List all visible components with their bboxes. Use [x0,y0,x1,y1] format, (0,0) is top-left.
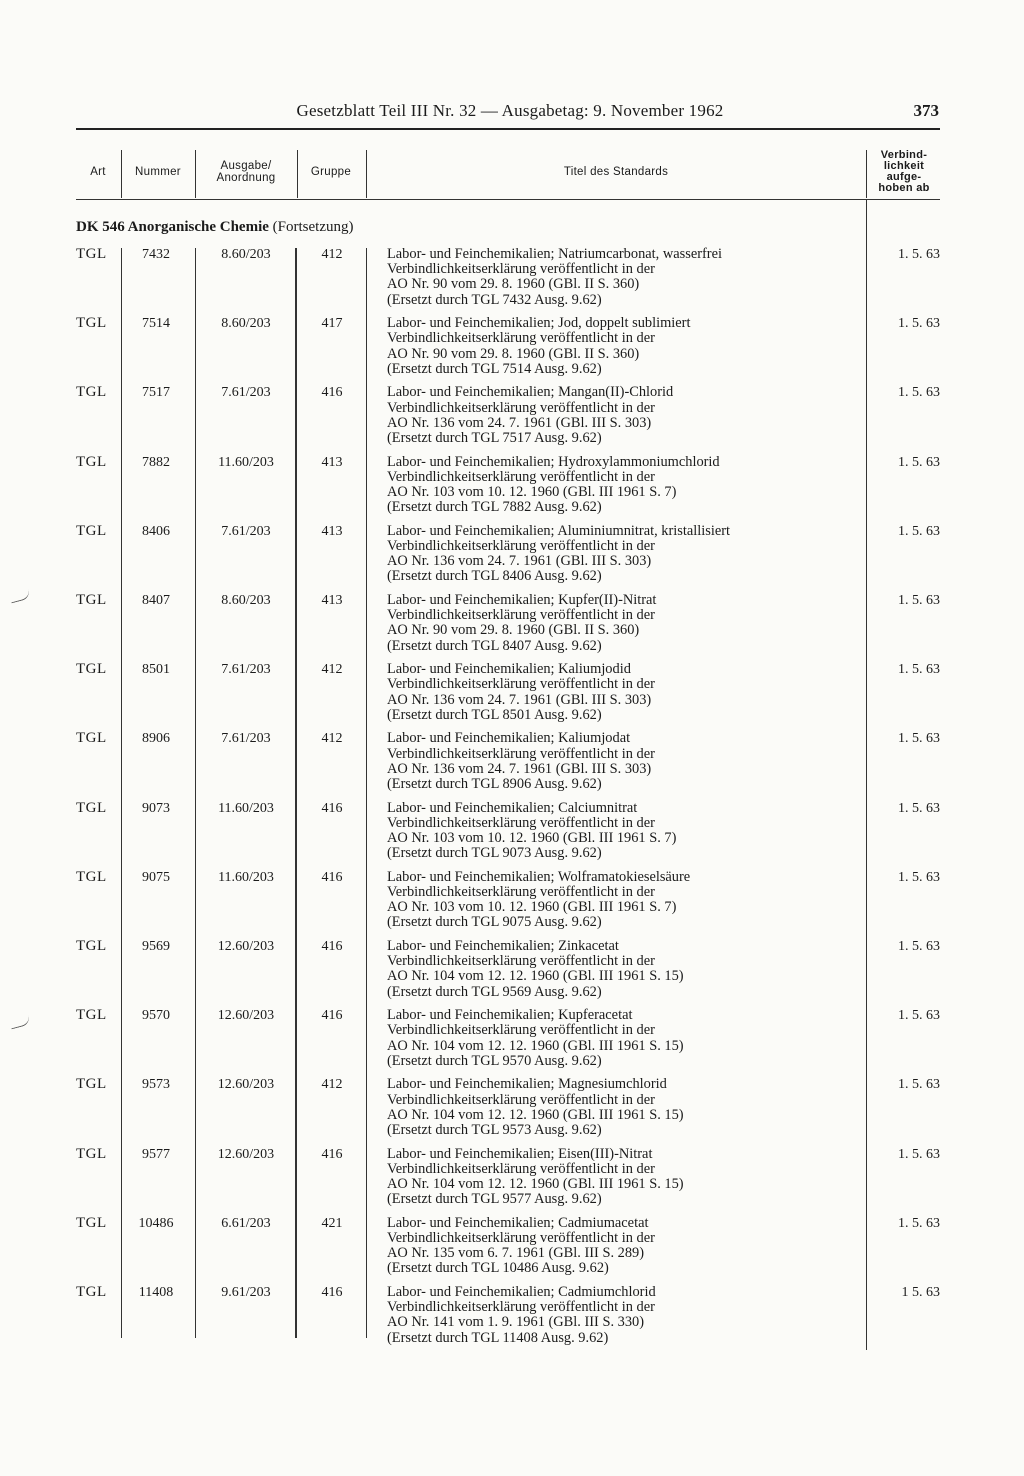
section-title [76,219,354,236]
titel-line: Verbindlichkeitserklärung veröffentlicht in der [387,1230,655,1246]
table-row [0,801,1024,870]
cell-nummer: 11408 [138,1285,174,1300]
table-row [0,455,1024,524]
titel-line: Labor- und Feinchemikalien; Cadmiumacetat [387,1214,649,1231]
cell-verbindlichkeit-date: 1. 5. 63 [898,316,940,332]
titel-line: Verbindlichkeitserklärung veröffentlicht in der [387,538,655,554]
titel-line: Verbindlichkeitserklärung veröffentlicht in der [387,676,655,693]
cell-ausgabe: 12.60/203 [217,1146,275,1162]
table-row [0,939,1024,1008]
titel-line: (Ersetzt durch TGL 11408 Ausg. 9.62) [387,1329,609,1346]
table-row [0,1216,1024,1285]
cell-ausgabe: 12.60/203 [217,1077,275,1093]
cell-nummer: 9570 [142,1008,170,1024]
cell-verbindlichkeit-date: 1. 5. 63 [898,869,940,885]
cell-ausgabe: 8.60/203 [221,247,271,262]
cell-verbindlichkeit-date: 1. 5. 63 [898,800,940,816]
titel-line: (Ersetzt durch TGL 9573 Ausg. 9.62) [387,1122,602,1138]
cell-titel [387,939,857,1000]
titel-line: (Ersetzt durch TGL 9570 Ausg. 9.62) [387,1052,602,1069]
titel-line: Verbindlichkeitserklärung veröffentlicht in der [387,1091,655,1108]
cell-gruppe: 416 [321,1146,343,1162]
titel-line: AO Nr. 104 vom 12. 12. 1960 (GBl. III 1961 S. 15) [387,1037,684,1054]
cell-verbindlichkeit-date: 1 5. 63 [901,1285,940,1300]
titel-line: Labor- und Feinchemikalien; Zinkacetat [387,938,619,954]
cell-gruppe: 417 [321,316,343,332]
cell-gruppe: 412 [321,662,343,678]
cell-art: TGL [76,730,107,747]
table-row [0,1285,1024,1354]
table-row [0,1008,1024,1077]
cell-art: TGL [76,1145,107,1162]
table-row [0,1147,1024,1216]
titel-line: AO Nr. 135 vom 6. 7. 1961 (GBl. III S. 289) [387,1245,645,1262]
titel-line: Verbindlichkeitserklärung veröffentlicht in der [387,814,655,831]
cell-titel [387,316,857,377]
header-separator [366,150,367,198]
cell-verbindlichkeit-date: 1. 5. 63 [898,593,940,608]
table-row [0,247,1024,316]
table-row [0,662,1024,731]
header-rule [76,128,940,130]
cell-gruppe: 416 [321,869,343,885]
cell-verbindlichkeit-date: 1. 5. 63 [898,939,940,954]
table-row [0,385,1024,454]
titel-line: AO Nr. 141 vom 1. 9. 1961 (GBl. III S. 330) [387,1314,645,1331]
cell-art: TGL [76,522,107,539]
header-separator [866,150,867,198]
cell-titel [387,1285,857,1346]
titel-line: AO Nr. 90 vom 29. 8. 1960 (GBl. II S. 360) [387,345,640,362]
titel-line: Verbindlichkeitserklärung veröffentlicht in der [387,884,655,900]
titel-line: (Ersetzt durch TGL 8406 Ausg. 9.62) [387,568,602,585]
cell-art: TGL [76,938,107,954]
table-row [0,731,1024,800]
titel-line: (Ersetzt durch TGL 9569 Ausg. 9.62) [387,983,602,1000]
cell-nummer: 7432 [142,247,170,262]
table-row [0,316,1024,385]
titel-line: Verbindlichkeitserklärung veröffentlicht in der [387,1299,655,1316]
cell-verbindlichkeit-date: 1. 5. 63 [898,1146,940,1162]
titel-line: Labor- und Feinchemikalien; Natriumcarbonat, wasserfrei [387,246,722,262]
cell-art: TGL [76,1284,107,1300]
header-separator [297,150,298,198]
cell-ausgabe: 8.60/203 [221,316,271,332]
titel-line: Verbindlichkeitserklärung veröffentlicht in der [387,468,655,485]
cell-art: TGL [76,1214,107,1231]
cell-ausgabe: 11.60/203 [218,800,274,816]
cell-verbindlichkeit-date: 1. 5. 63 [898,662,940,678]
titel-line: Verbindlichkeitserklärung veröffentlicht in der [387,953,655,970]
cell-ausgabe: 8.60/203 [221,593,271,608]
titel-line: AO Nr. 136 vom 24. 7. 1961 (GBl. III S. 303) [387,760,652,777]
header-separator [195,150,196,198]
titel-line: (Ersetzt durch TGL 7517 Ausg. 9.62) [387,430,602,446]
titel-line: AO Nr. 103 vom 10. 12. 1960 (GBl. III 1961 S. 7) [387,899,677,916]
titel-line: Verbindlichkeitserklärung veröffentlicht in der [387,330,655,347]
cell-titel [387,247,857,308]
cell-ausgabe: 12.60/203 [217,939,275,954]
titel-line: (Ersetzt durch TGL 8407 Ausg. 9.62) [387,637,602,654]
cell-verbindlichkeit-date: 1. 5. 63 [898,247,940,262]
page-number: 373 [913,101,939,120]
titel-line: Labor- und Feinchemikalien; Hydroxylammoniumchlorid [387,453,720,470]
cell-titel [387,870,857,931]
cell-gruppe: 413 [321,454,343,470]
table-row [0,870,1024,939]
titel-line: Labor- und Feinchemikalien; Kaliumjodid [387,661,631,678]
cell-verbindlichkeit-date: 1. 5. 63 [898,731,940,747]
titel-line: AO Nr. 103 vom 10. 12. 1960 (GBl. III 1961 S. 7) [387,830,677,846]
titel-line: AO Nr. 104 vom 12. 12. 1960 (GBl. III 1961 S. 15) [387,968,684,985]
page-header-title: Gesetzblatt Teil III Nr. 32 — Ausgabetag: 9. November 1962 [296,101,724,120]
titel-line: Verbindlichkeitserklärung veröffentlicht in der [387,607,655,624]
cell-gruppe: 413 [321,593,343,608]
titel-line: Labor- und Feinchemikalien; Calciumnitrat [387,799,638,816]
cell-titel [387,385,857,446]
cell-gruppe: 416 [321,385,343,401]
cell-art: TGL [76,453,107,470]
cell-nummer: 8406 [142,523,170,539]
cell-verbindlichkeit-date: 1. 5. 63 [898,1008,940,1024]
titel-line: (Ersetzt durch TGL 9577 Ausg. 9.62) [387,1191,602,1208]
cell-ausgabe: 11.60/203 [218,869,274,885]
cell-gruppe: 416 [321,939,343,954]
cell-nummer: 7882 [142,454,170,470]
cell-art: TGL [76,1007,107,1024]
cell-nummer: 10486 [138,1215,174,1231]
section-code: DK 546 Anorganische Chemie [76,219,269,235]
titel-line: (Ersetzt durch TGL 7882 Ausg. 9.62) [387,499,602,516]
cell-verbindlichkeit-date: 1. 5. 63 [898,385,940,401]
titel-line: Verbindlichkeitserklärung veröffentlicht in der [387,261,655,278]
cell-titel [387,662,857,723]
titel-line: (Ersetzt durch TGL 7432 Ausg. 9.62) [387,291,602,308]
cell-nummer: 9073 [142,800,170,816]
titel-line: (Ersetzt durch TGL 10486 Ausg. 9.62) [387,1260,609,1277]
cell-nummer: 8407 [142,593,170,608]
cell-gruppe: 416 [321,1285,343,1300]
titel-line: (Ersetzt durch TGL 8501 Ausg. 9.62) [387,706,602,723]
titel-line: (Ersetzt durch TGL 7514 Ausg. 9.62) [387,360,602,377]
column-header-nummer: Nummer [135,166,181,178]
cell-titel [387,731,857,792]
header-separator [121,150,122,198]
cell-gruppe: 421 [321,1215,343,1231]
cell-titel [387,1216,857,1277]
cell-nummer: 8906 [142,731,170,747]
titel-line: Labor- und Feinchemikalien; Jod, doppelt sublimiert [387,315,691,332]
titel-line: Labor- und Feinchemikalien; Magnesiumchlorid [387,1076,667,1093]
column-header-verbindlichkeit: Verbind- lichkeit aufge- hoben ab [878,149,930,194]
cell-titel [387,1077,857,1138]
table-row [0,524,1024,593]
cell-titel [387,1008,857,1069]
cell-art: TGL [76,246,107,262]
titel-line: Labor- und Feinchemikalien; Kupferacetat [387,1007,633,1024]
titel-line: Verbindlichkeitserklärung veröffentlicht in der [387,399,655,416]
column-header-rule [76,199,940,200]
titel-line: (Ersetzt durch TGL 9075 Ausg. 9.62) [387,914,602,931]
titel-line: AO Nr. 90 vom 29. 8. 1960 (GBl. II S. 360) [387,622,640,639]
cell-ausgabe: 9.61/203 [221,1285,271,1300]
cell-art: TGL [76,868,107,885]
cell-art: TGL [76,1076,107,1093]
cell-ausgabe: 12.60/203 [217,1008,275,1024]
cell-verbindlichkeit-date: 1. 5. 63 [898,1077,940,1093]
column-header-gruppe: Gruppe [310,166,352,178]
titel-line: (Ersetzt durch TGL 9073 Ausg. 9.62) [387,845,602,862]
column-header-titel: Titel des Standards [563,166,669,178]
cell-art: TGL [76,799,107,816]
cell-nummer: 8501 [142,662,170,678]
cell-gruppe: 416 [321,1008,343,1024]
cell-nummer: 7517 [142,385,170,401]
table-row [0,1077,1024,1146]
cell-art: TGL [76,315,107,332]
cell-nummer: 9569 [142,939,170,954]
titel-line: Labor- und Feinchemikalien; Eisen(III)-Nitrat [387,1145,653,1162]
cell-gruppe: 412 [321,247,343,262]
cell-nummer: 9573 [142,1077,170,1093]
cell-ausgabe: 7.61/203 [221,523,271,539]
table-row [0,593,1024,662]
titel-line: Verbindlichkeitserklärung veröffentlicht in der [387,1022,655,1039]
column-header-art: Art [90,166,106,178]
cell-ausgabe: 7.61/203 [221,731,271,747]
cell-titel [387,1147,857,1208]
cell-art: TGL [76,384,107,401]
cell-nummer: 9577 [142,1146,170,1162]
titel-line: Labor- und Feinchemikalien; Kaliumjodat [387,730,631,747]
cell-gruppe: 413 [321,523,343,539]
cell-verbindlichkeit-date: 1. 5. 63 [898,1215,940,1231]
cell-ausgabe: 7.61/203 [221,662,271,678]
cell-ausgabe: 7.61/203 [221,385,271,401]
cell-art: TGL [76,592,107,608]
section-suffix: (Fortsetzung) [272,219,354,235]
titel-line: AO Nr. 104 vom 12. 12. 1960 (GBl. III 1961 S. 15) [387,1176,684,1192]
titel-line: AO Nr. 103 vom 10. 12. 1960 (GBl. III 1961 S. 7) [387,484,677,500]
titel-line: Labor- und Feinchemikalien; Kupfer(II)-Nitrat [387,592,657,608]
cell-titel [387,455,857,516]
cell-gruppe: 416 [321,800,343,816]
cell-nummer: 9075 [142,869,170,885]
titel-line: AO Nr. 136 vom 24. 7. 1961 (GBl. III S. 303) [387,414,652,431]
cell-art: TGL [76,661,107,678]
cell-gruppe: 412 [321,731,343,747]
column-header-ausgabe: Ausgabe/ Anordnung [216,160,276,184]
cell-ausgabe: 11.60/203 [218,454,274,470]
cell-titel [387,524,857,585]
cell-nummer: 7514 [142,316,170,332]
titel-line: AO Nr. 104 vom 12. 12. 1960 (GBl. III 1961 S. 15) [387,1106,684,1123]
titel-line: Labor- und Feinchemikalien; Mangan(II)-Chlorid [387,384,674,401]
cell-ausgabe: 6.61/203 [221,1215,271,1231]
titel-line: Labor- und Feinchemikalien; Wolframatokieselsäure [387,868,691,885]
cell-titel [387,801,857,862]
titel-line: Verbindlichkeitserklärung veröffentlicht in der [387,1160,655,1177]
titel-line: (Ersetzt durch TGL 8906 Ausg. 9.62) [387,776,602,792]
titel-line: AO Nr. 90 vom 29. 8. 1960 (GBl. II S. 360) [387,276,640,293]
titel-line: AO Nr. 136 vom 24. 7. 1961 (GBl. III S. 303) [387,691,652,708]
cell-gruppe: 412 [321,1077,343,1093]
cell-verbindlichkeit-date: 1. 5. 63 [898,523,940,539]
titel-line: Labor- und Feinchemikalien; Cadmiumchlorid [387,1284,656,1300]
titel-line: Labor- und Feinchemikalien; Aluminiumnitrat, kristallisiert [387,522,731,539]
titel-line: AO Nr. 136 vom 24. 7. 1961 (GBl. III S. 303) [387,553,652,570]
cell-verbindlichkeit-date: 1. 5. 63 [898,454,940,470]
cell-titel [387,593,857,654]
titel-line: Verbindlichkeitserklärung veröffentlicht in der [387,745,655,762]
